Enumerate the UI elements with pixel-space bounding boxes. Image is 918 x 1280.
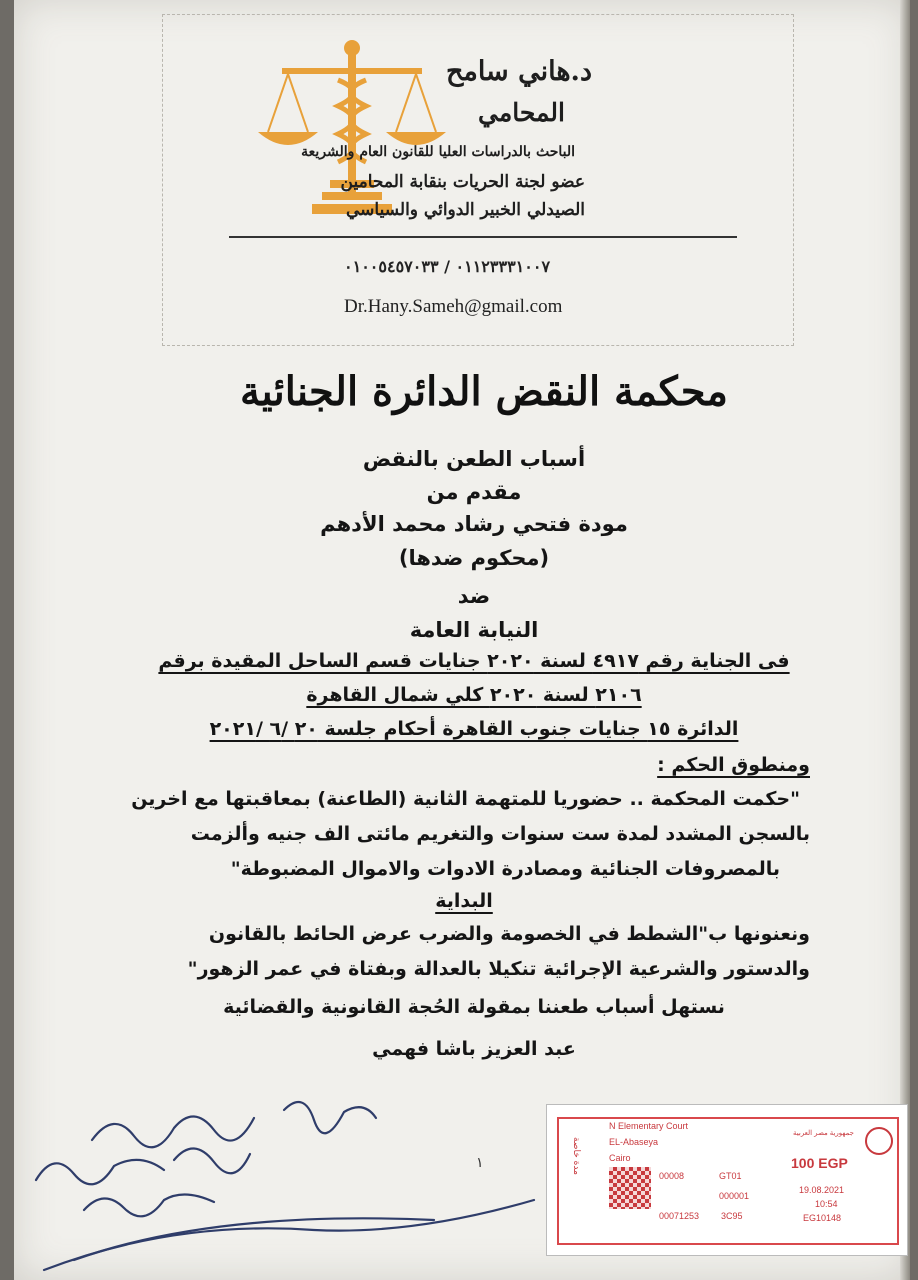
- stamp-code-5: 3C95: [721, 1211, 743, 1221]
- intro-line-1: ونعنونها ب"الشطط في الخصومة والضرب عرض الحائط بالقانون: [208, 923, 810, 945]
- stamp-city: Cairo: [609, 1153, 631, 1163]
- respondent-name: النيابة العامة: [409, 618, 539, 642]
- document-page: [14, 0, 910, 1280]
- phone-numbers: ٠١١٢٣٣٣١٠٠٧ / ٠١٠٠٥٤٥٧٠٣٣: [344, 257, 551, 276]
- page-edge: [900, 0, 910, 1280]
- page-number: ١: [476, 1154, 484, 1170]
- verdict-line-3: بالمصروفات الجنائية ومصادرة الادوات والاموال المضبوطة": [230, 858, 780, 880]
- verdict-heading: ومنطوق الحكم :: [657, 754, 810, 776]
- case-number-line-2: ٢١٠٦ لسنة ٢٠٢٠ كلي شمال القاهرة: [306, 684, 642, 706]
- submitted-by: مقدم من: [426, 480, 522, 504]
- stamp-vertical-text: مدة خاصة: [571, 1137, 581, 1175]
- court-title: محكمة النقض الدائرة الجنائية: [240, 368, 728, 415]
- stamp-amount: 100 EGP: [791, 1155, 848, 1171]
- stamp-court: N Elementary Court: [609, 1121, 689, 1131]
- stamp-code-1: 00008: [659, 1171, 685, 1181]
- intro-line-2: والدستور والشرعية الإجرائية تنكيلا بالعدالة وبفتاة في عمر الزهور": [187, 958, 810, 980]
- stamp-issuer: جمهورية مصر العربية: [793, 1130, 855, 1137]
- stamp-area: EL-Abaseya: [609, 1137, 659, 1147]
- intro-line-3: نستهل أسباب طعننا بمقولة الحُجة القانونية والقضائية: [223, 996, 725, 1018]
- stamp-time: 10:54: [815, 1199, 838, 1209]
- justice-scale-logo: [252, 40, 452, 222]
- scale-emblem-icon: [865, 1127, 893, 1155]
- letterhead-line-1: الباحث بالدراسات العليا للقانون العام والشريعة: [301, 144, 575, 160]
- stamp-code-2: GT01: [719, 1171, 742, 1181]
- lawyer-title: المحامي: [478, 98, 565, 127]
- lawyer-name: د.هاني سامح: [445, 56, 592, 87]
- verdict-line-2: بالسجن المشدد لمدة ست سنوات والتغريم مائتى الف جنيه وألزمت: [190, 823, 810, 845]
- case-number-line-1: فى الجناية رقم ٤٩١٧ لسنة ٢٠٢٠ جنايات قسم الساحل المقيدة برقم: [158, 650, 790, 672]
- qr-code-icon: [609, 1167, 651, 1209]
- appellant-name: مودة فتحي رشاد محمد الأدهم: [320, 512, 628, 536]
- appeal-heading: أسباب الطعن بالنقض: [362, 447, 586, 471]
- stamp-date: 19.08.2021: [799, 1185, 845, 1195]
- stamp-serial: EG10148: [803, 1213, 842, 1223]
- letterhead-divider: [229, 236, 737, 238]
- quote-author: عبد العزيز باشا فهمي: [372, 1038, 576, 1060]
- court-session-line: الدائرة ١٥ جنايات جنوب القاهرة أحكام جلسة ٢٠ /٦ /٢٠٢١: [209, 718, 739, 740]
- appellant-status: (محكوم ضدها): [398, 546, 550, 570]
- versus-label: ضد: [457, 584, 491, 608]
- court-fee-stamp: [546, 1104, 908, 1256]
- email-address: Dr.Hany.Sameh@gmail.com: [344, 296, 563, 317]
- stamp-code-4: 00071253: [659, 1211, 700, 1221]
- handwritten-signature: [14, 1070, 554, 1280]
- stamp-code-3: 000001: [719, 1191, 750, 1201]
- verdict-line-1: "حكمت المحكمة .. حضوريا للمتهمة الثانية (الطاعنة) بمعاقبتها مع اخرين: [131, 788, 800, 810]
- beginning-heading: البداية: [435, 890, 493, 912]
- stamp-border: [557, 1117, 899, 1245]
- letterhead-line-2: عضو لجنة الحريات بنقابة المحامين: [340, 172, 585, 192]
- letterhead-line-3: الصيدلي الخبير الدوائي والسياسي: [346, 200, 585, 220]
